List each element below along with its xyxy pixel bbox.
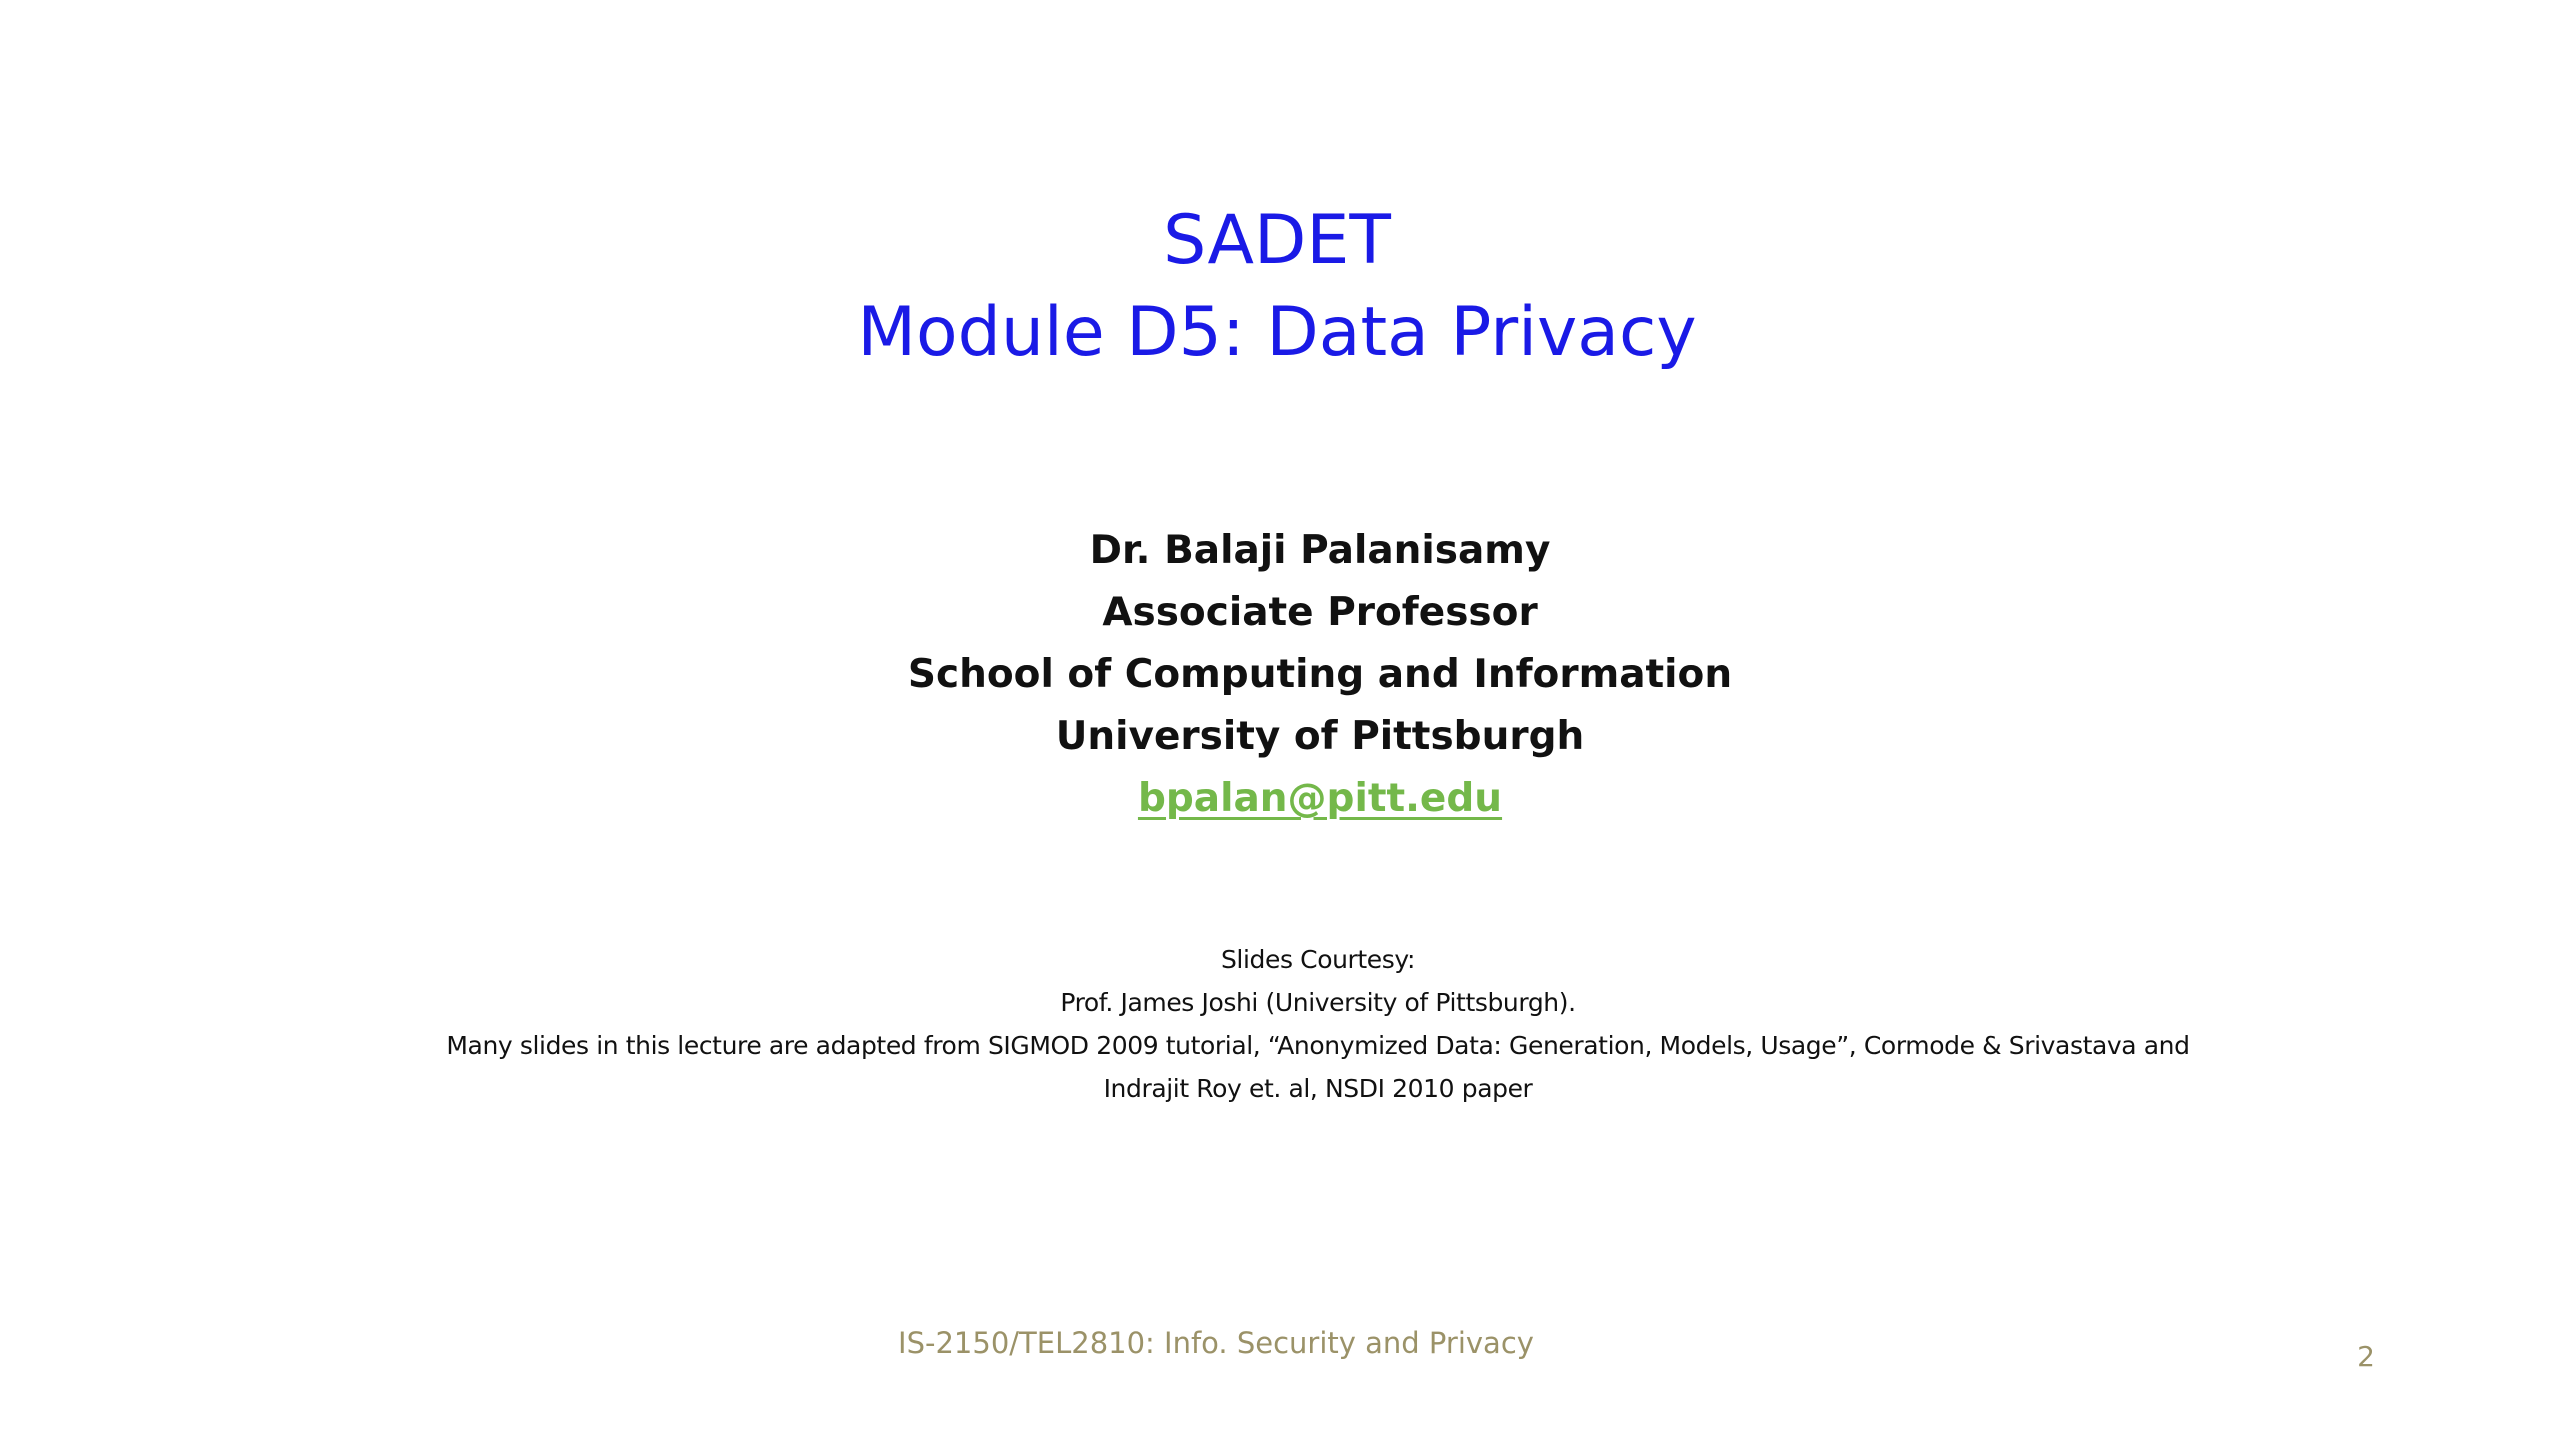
author-info <box>0 520 2560 830</box>
courtesy-line-2: Many slides in this lecture are adapted from SIGMOD 2009 tutorial, “Anonymized Data: Generation, Models, Usage”, Cormode & Srivastava and <box>446 1031 2190 1060</box>
courtesy-line-3: Indrajit Roy et. al, NSDI 2010 paper <box>1103 1074 1533 1103</box>
author-university: University of Pittsburgh <box>1055 714 1585 759</box>
author-email-line <box>0 768 2560 830</box>
slides-courtesy <box>0 938 2560 1110</box>
page-number: 2 <box>2357 1340 2375 1373</box>
title-line-2: Module D5: Data Privacy <box>857 293 1697 372</box>
author-name: Dr. Balaji Palanisamy <box>1089 528 1551 573</box>
author-school: School of Computing and Information <box>907 652 1733 697</box>
author-position: Associate Professor <box>1102 590 1538 635</box>
slide-title <box>0 195 2560 379</box>
courtesy-line-1: Prof. James Joshi (University of Pittsburgh). <box>1060 988 1576 1017</box>
title-line-1: SADET <box>1163 201 1391 280</box>
courtesy-heading: Slides Courtesy: <box>1220 945 1416 974</box>
footer-course-title: IS-2150/TEL2810: Info. Security and Privacy <box>898 1326 1534 1360</box>
author-email-link[interactable]: bpalan@pitt.edu <box>1137 776 1503 821</box>
